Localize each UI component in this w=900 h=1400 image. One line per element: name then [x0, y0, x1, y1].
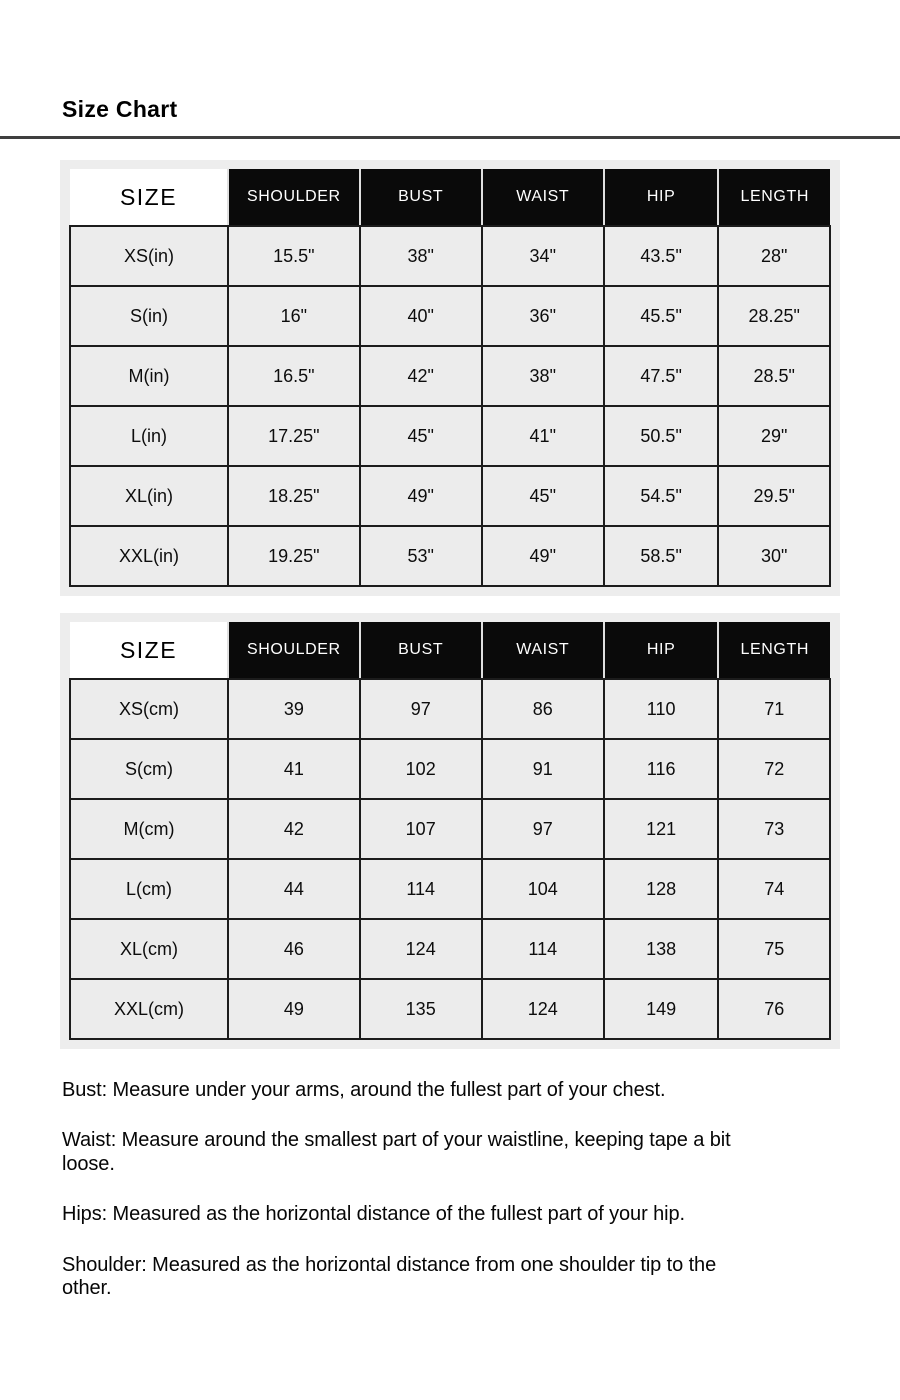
- measurement-value-cell: 45": [482, 466, 604, 526]
- size-label-cell: XXL(cm): [70, 979, 228, 1039]
- table-row: [70, 979, 830, 1039]
- size-column-header: SIZE: [70, 169, 228, 226]
- size-label-cell: L(cm): [70, 859, 228, 919]
- measurement-value-cell: 29": [718, 406, 830, 466]
- size-label-cell: XL(in): [70, 466, 228, 526]
- table-row: [70, 406, 830, 466]
- size-table-inches-panel: [60, 160, 840, 596]
- measurement-value-cell: 135: [360, 979, 482, 1039]
- measurement-value-cell: 114: [360, 859, 482, 919]
- measurement-value-cell: 18.25": [228, 466, 360, 526]
- measurement-note: Shoulder: Measured as the horizontal distance from one shoulder tip to the other.: [62, 1253, 717, 1299]
- measurement-value-cell: 91: [482, 739, 604, 799]
- measurement-value-cell: 124: [482, 979, 604, 1039]
- measurement-note: Hips: Measured as the horizontal distance of the fullest part of your hip.: [62, 1203, 685, 1226]
- measurement-value-cell: 16.5": [228, 346, 360, 406]
- measurement-value-cell: 74: [718, 859, 830, 919]
- measurement-value-cell: 97: [360, 679, 482, 739]
- measurement-value-cell: 114: [482, 919, 604, 979]
- table-row: [70, 799, 830, 859]
- measurement-value-cell: 138: [604, 919, 719, 979]
- size-label-cell: S(cm): [70, 739, 228, 799]
- measurement-value-cell: 75: [718, 919, 830, 979]
- waist-column-header: WAIST: [482, 169, 604, 226]
- measurement-value-cell: 42": [360, 346, 482, 406]
- measurement-value-cell: 42: [228, 799, 360, 859]
- measurement-value-cell: 47.5": [604, 346, 719, 406]
- measurement-value-cell: 104: [482, 859, 604, 919]
- size-column-header: SIZE: [70, 622, 228, 679]
- measurement-value-cell: 43.5": [604, 226, 719, 286]
- measurement-value-cell: 73: [718, 799, 830, 859]
- size-table-inches: [69, 169, 831, 587]
- bust-column-header: BUST: [360, 622, 482, 679]
- measurement-value-cell: 58.5": [604, 526, 719, 586]
- measurement-value-cell: 45.5": [604, 286, 719, 346]
- measurement-value-cell: 102: [360, 739, 482, 799]
- measurement-value-cell: 128: [604, 859, 719, 919]
- table-row: [70, 466, 830, 526]
- size-label-cell: XS(cm): [70, 679, 228, 739]
- measurement-value-cell: 49": [360, 466, 482, 526]
- measurement-value-cell: 49": [482, 526, 604, 586]
- measurement-value-cell: 19.25": [228, 526, 360, 586]
- measurement-value-cell: 41: [228, 739, 360, 799]
- measurement-value-cell: 30": [718, 526, 830, 586]
- table-row: [70, 739, 830, 799]
- measurement-value-cell: 49: [228, 979, 360, 1039]
- measurement-value-cell: 39: [228, 679, 360, 739]
- table-row: [70, 679, 830, 739]
- measurement-value-cell: 53": [360, 526, 482, 586]
- size-table-cm-panel: [60, 613, 840, 1049]
- measurement-value-cell: 149: [604, 979, 719, 1039]
- hip-column-header: HIP: [604, 169, 719, 226]
- measurement-value-cell: 50.5": [604, 406, 719, 466]
- length-column-header: LENGTH: [718, 622, 830, 679]
- measurement-value-cell: 110: [604, 679, 719, 739]
- length-column-header: LENGTH: [718, 169, 830, 226]
- size-label-cell: S(in): [70, 286, 228, 346]
- hip-column-header: HIP: [604, 622, 719, 679]
- measurement-value-cell: 71: [718, 679, 830, 739]
- measurement-value-cell: 34": [482, 226, 604, 286]
- measurement-value-cell: 29.5": [718, 466, 830, 526]
- measurement-value-cell: 15.5": [228, 226, 360, 286]
- measurement-value-cell: 54.5": [604, 466, 719, 526]
- measurement-value-cell: 41": [482, 406, 604, 466]
- measurement-value-cell: 28": [718, 226, 830, 286]
- table-row: [70, 919, 830, 979]
- measurement-note: Bust: Measure under your arms, around the fullest part of your chest.: [62, 1079, 666, 1101]
- waist-column-header: WAIST: [482, 622, 604, 679]
- bust-column-header: BUST: [360, 169, 482, 226]
- measurement-value-cell: 72: [718, 739, 830, 799]
- shoulder-column-header: SHOULDER: [228, 622, 360, 679]
- header-row: [70, 169, 830, 226]
- measurement-value-cell: 86: [482, 679, 604, 739]
- measurement-value-cell: 45": [360, 406, 482, 466]
- size-label-cell: M(cm): [70, 799, 228, 859]
- table-row: [70, 526, 830, 586]
- size-label-cell: L(in): [70, 406, 228, 466]
- size-label-cell: M(in): [70, 346, 228, 406]
- measurement-value-cell: 40": [360, 286, 482, 346]
- table-row: [70, 226, 830, 286]
- measurement-value-cell: 76: [718, 979, 830, 1039]
- header-row: [70, 622, 830, 679]
- page-title: Size Chart: [62, 96, 178, 122]
- measurement-value-cell: 38": [360, 226, 482, 286]
- measurement-value-cell: 116: [604, 739, 719, 799]
- measurement-value-cell: 121: [604, 799, 719, 859]
- measurement-value-cell: 46: [228, 919, 360, 979]
- measurement-value-cell: 44: [228, 859, 360, 919]
- measurement-value-cell: 28.5": [718, 346, 830, 406]
- size-label-cell: XXL(in): [70, 526, 228, 586]
- measurement-note: Waist: Measure around the smallest part of your waistline, keeping tape a bit loose.: [62, 1129, 731, 1175]
- measurement-value-cell: 36": [482, 286, 604, 346]
- measurement-value-cell: 17.25": [228, 406, 360, 466]
- measurement-notes: [62, 1079, 762, 1300]
- size-label-cell: XL(cm): [70, 919, 228, 979]
- measurement-value-cell: 124: [360, 919, 482, 979]
- measurement-value-cell: 97: [482, 799, 604, 859]
- table-row: [70, 346, 830, 406]
- measurement-value-cell: 16": [228, 286, 360, 346]
- size-label-cell: XS(in): [70, 226, 228, 286]
- title-divider: [0, 136, 900, 139]
- size-table-cm: [69, 622, 831, 1040]
- shoulder-column-header: SHOULDER: [228, 169, 360, 226]
- table-row: [70, 286, 830, 346]
- table-row: [70, 859, 830, 919]
- measurement-value-cell: 28.25": [718, 286, 830, 346]
- measurement-value-cell: 38": [482, 346, 604, 406]
- measurement-value-cell: 107: [360, 799, 482, 859]
